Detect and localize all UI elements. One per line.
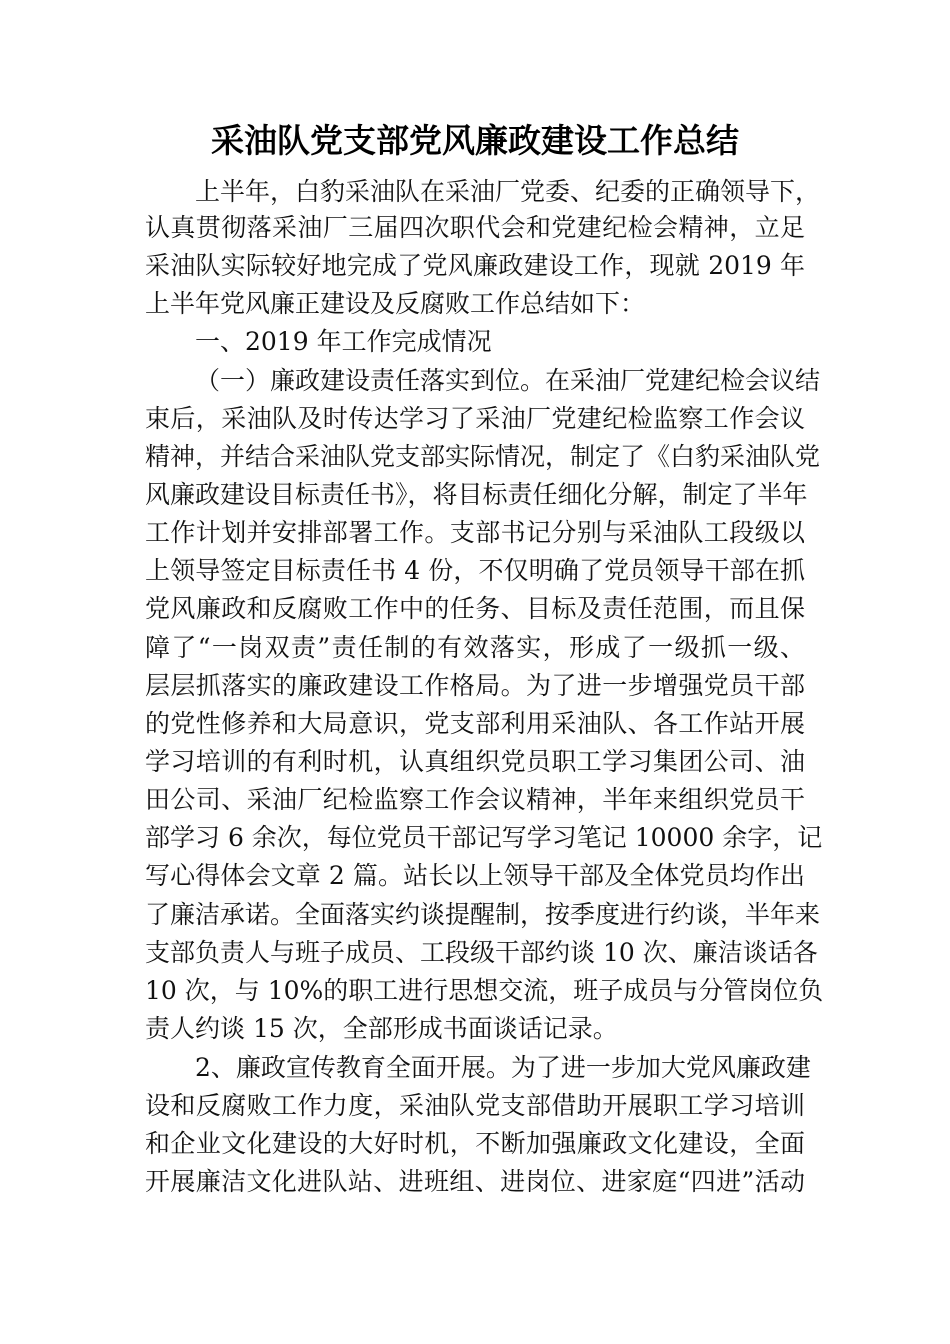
paragraph-line-15: 的党性修养和大局意识，党支部利用采油队、各工作站开展 <box>145 709 805 738</box>
paragraph-line-26: 和企业文化建设的大好时机，不断加强廉政文化建设，全面 <box>145 1129 805 1158</box>
paragraph-line-6: （一）廉政建设责任落实到位。在采油厂党建纪检会议结 <box>195 366 821 395</box>
paragraph-line-4: 上半年党风廉正建设及反腐败工作总结如下： <box>145 289 646 318</box>
paragraph-line-25: 设和反腐败工作力度，采油队党支部借助开展职工学习培训 <box>145 1091 805 1120</box>
paragraph-line-23: 责人约谈 15 次，全部形成书面谈话记录。 <box>145 1014 618 1043</box>
paragraph-line-9: 风廉政建设目标责任书》，将目标责任细化分解，制定了半年 <box>145 480 808 509</box>
paragraph-line-7: 束后，采油队及时传达学习了采油厂党建纪检监察工作会议 <box>145 404 805 433</box>
paragraph-line-22: 10 次，与 10%的职工进行思想交流，班子成员与分管岗位负 <box>145 976 824 1005</box>
paragraph-line-11: 上领导签定目标责任书 4 份，不仅明确了党员领导干部在抓 <box>145 556 805 585</box>
paragraph-line-3: 采油队实际较好地完成了党风廉政建设工作，现就 2019 年 <box>145 251 805 280</box>
paragraph-line-16: 学习培训的有利时机，认真组织党员职工学习集团公司、油 <box>145 747 805 776</box>
paragraph-line-14: 层层抓落实的廉政建设工作格局。为了进一步增强党员干部 <box>145 671 805 700</box>
paragraph-line-19: 写心得体会文章 2 篇。站长以上领导干部及全体党员均作出 <box>145 861 805 890</box>
paragraph-line-20: 了廉洁承诺。全面落实约谈提醒制，按季度进行约谈，半年来 <box>145 900 821 929</box>
paragraph-line-18: 部学习 6 余次，每位党员干部记写学习笔记 10000 余字，记 <box>145 823 823 852</box>
paragraph-line-27: 开展廉洁文化进队站、进班组、进岗位、进家庭“四进”活动 <box>145 1167 805 1196</box>
paragraph-line-12: 党风廉政和反腐败工作中的任务、目标及责任范围，而且保 <box>145 594 805 623</box>
paragraph-line-2: 认真贯彻落采油厂三届四次职代会和党建纪检会精神，立足 <box>145 213 805 242</box>
document-title: 采油队党支部党风廉政建设工作总结 <box>211 121 739 160</box>
paragraph-line-10: 工作计划并安排部署工作。支部书记分别与采油队工段级以 <box>145 518 805 547</box>
paragraph-line-24: 2、廉政宣传教育全面开展。为了进一步加大党风廉政建 <box>195 1053 811 1082</box>
paragraph-line-13: 障了“一岗双责”责任制的有效落实，形成了一级抓一级、 <box>145 633 805 662</box>
paragraph-line-21: 支部负责人与班子成员、工段级干部约谈 10 次、廉洁谈话各 <box>145 938 818 967</box>
paragraph-line-1: 上半年，白豹采油队在采油厂党委、纪委的正确领导下， <box>195 177 821 206</box>
paragraph-line-17: 田公司、采油厂纪检监察工作会议精神，半年来组织党员干 <box>145 785 805 814</box>
paragraph-line-8: 精神，并结合采油队党支部实际情况，制定了《白豹采油队党 <box>145 442 821 471</box>
section-heading: 一、2019 年工作完成情况 <box>195 327 492 356</box>
